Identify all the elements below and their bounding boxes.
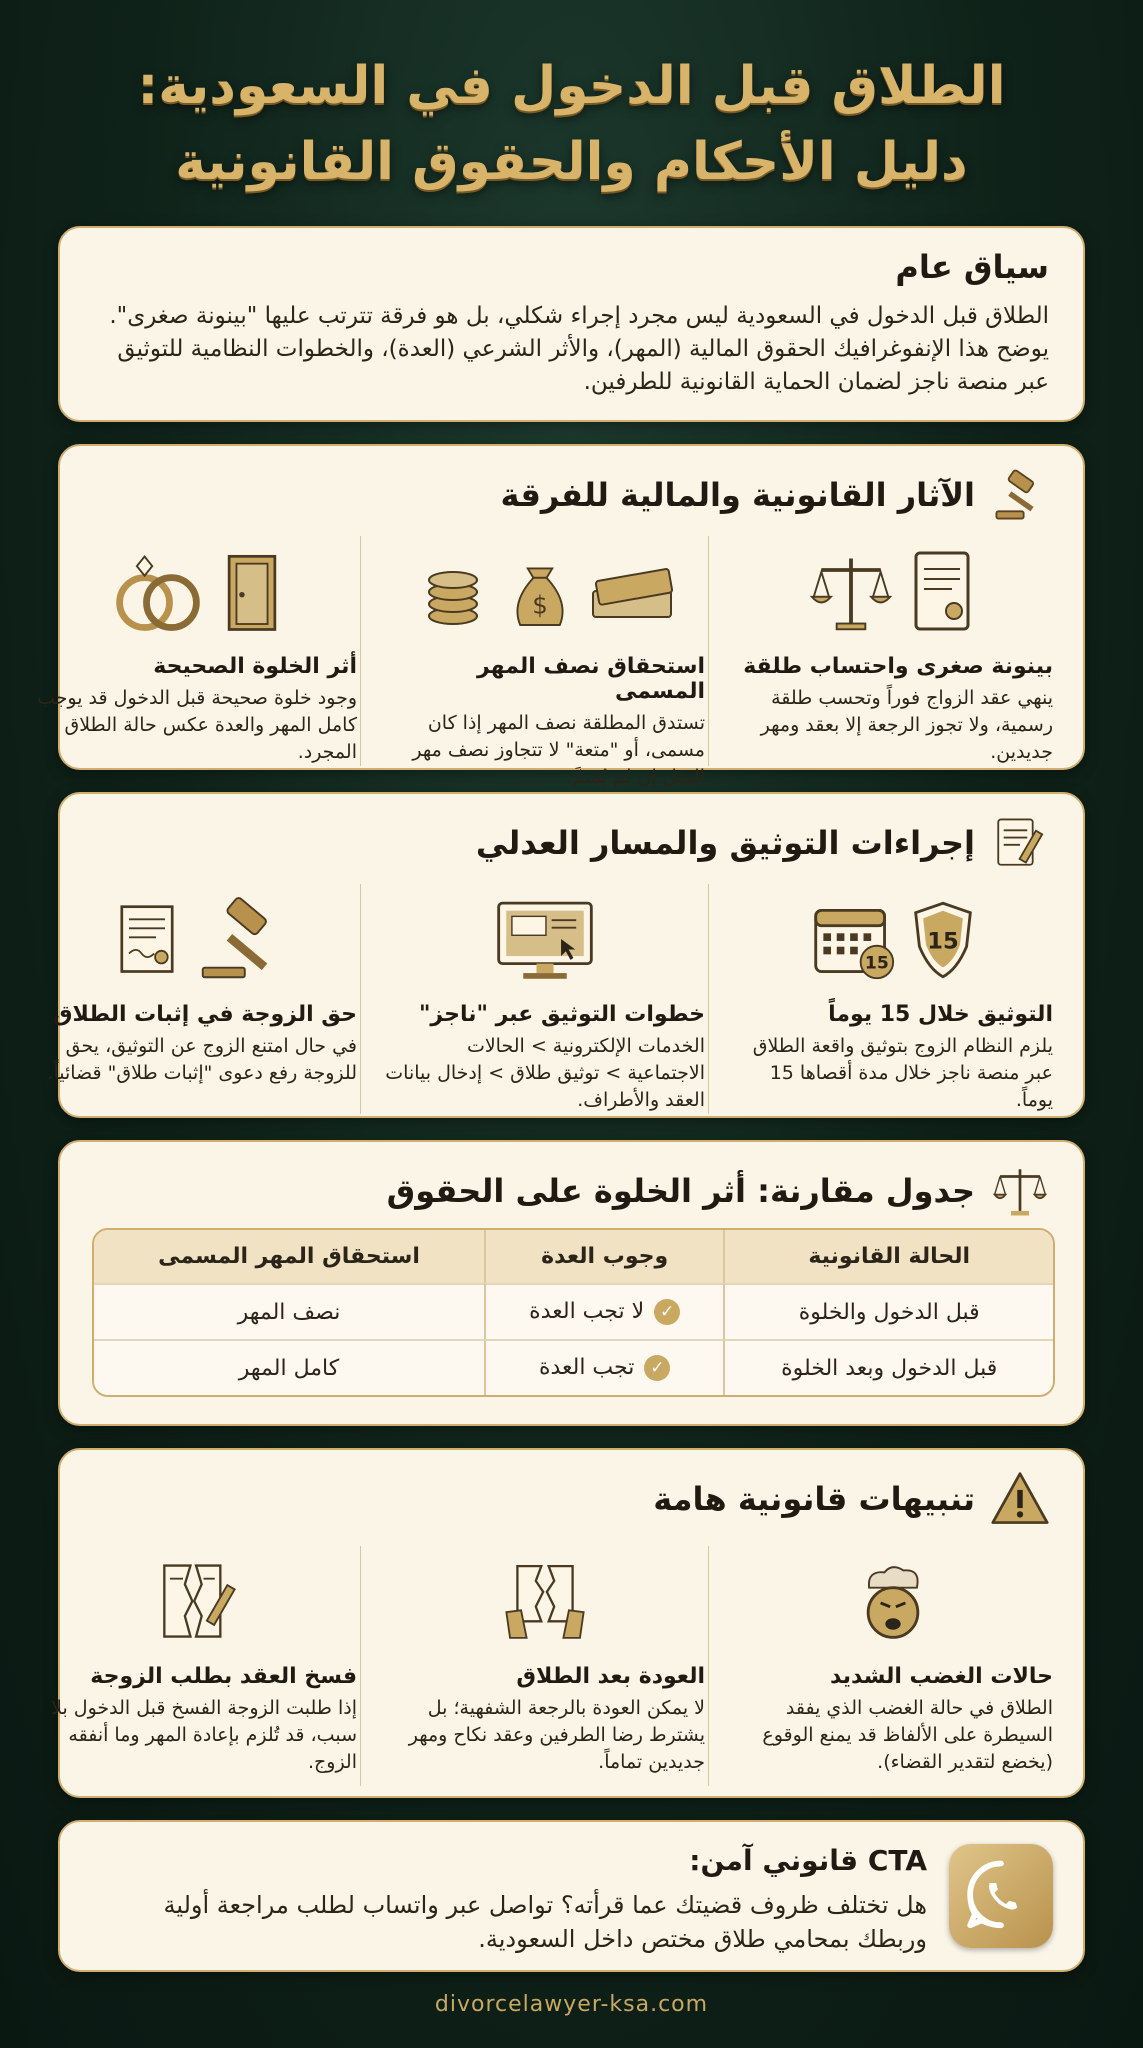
table-header-cell: وجوب العدة: [484, 1230, 723, 1283]
title-line-2: دليل الأحكام والحقوق القانونية: [175, 132, 968, 192]
rings-icon: [110, 544, 206, 640]
warning-item-2: [385, 1540, 705, 1780]
effects-heading: الآثار القانونية والمالية للفرقة: [501, 466, 1049, 524]
table-header-row: [94, 1230, 1053, 1283]
scales-icon: [991, 1162, 1049, 1220]
certificate-icon: [908, 544, 978, 640]
context-body: الطلاق قبل الدخول في السعودية ليس مجرد إجراء شكلي، بل هو فرقة تترتب عليها "بينونة صغرى". يوضح هذا الإنفوغرافيك الحقوق المالية (المهر)، والأثر الشرعي (العدة)، والخطوات النظامية للتوثيق عبر منصة ناجز لضمان الحماية القانونية للطرفين.: [109, 303, 1049, 395]
effect-title-1: بينونة صغرى واحتساب طلقة: [743, 654, 1053, 679]
comparison-heading: جدول مقارنة: أثر الخلوة على الحقوق: [387, 1162, 1049, 1220]
table-cell: قبل الدخول وبعد الخلوة: [723, 1339, 1053, 1395]
effects-card: [37, 444, 1085, 788]
warning-text-3: إذا طلبت الزوجة الفسخ قبل الدخول بلا سبب، قد تُلزم بإعادة المهر وما أنفقه الزوج.: [51, 1697, 357, 1773]
effect-text-1: ينهي عقد الزواج فوراً وتحسب طلقة رسمية، ولا تجوز الرجعة إلا بعقد ومهر جديدين.: [760, 687, 1053, 763]
computer-monitor-icon: [493, 892, 597, 988]
money-bag-icon: [507, 544, 573, 640]
procedure-title-1: التوثيق خلال 15 يوماً: [828, 1002, 1053, 1027]
table-header-cell: استحقاق المهر المسمى: [94, 1230, 484, 1283]
check-icon: ✓: [644, 1355, 670, 1381]
effect-title-2: استحقاق نصف المهر المسمى: [477, 654, 705, 704]
warnings-card: [51, 1448, 1085, 1798]
procedure-title-3: حق الزوجة في إثبات الطلاق: [52, 1002, 357, 1027]
comparison-card: [58, 1140, 1085, 1426]
warning-item-1: [733, 1540, 1053, 1780]
table-row: [94, 1339, 1053, 1395]
effect-item-3: [37, 530, 357, 770]
shield-icon: [910, 892, 976, 988]
svg-text:$: $: [532, 590, 548, 620]
document-pen-icon: [991, 814, 1049, 872]
check-icon: ✓: [654, 1299, 680, 1325]
cta-heading: CTA قانوني آمن:: [689, 1844, 927, 1877]
warning-text-1: الطلاق في حالة الغضب الذي يفقد السيطرة على الألفاظ قد يمنع الوقوع (يخضع لتقدير القضاء).: [762, 1697, 1053, 1773]
scales-icon: [808, 544, 894, 640]
warning-item-3: [37, 1540, 357, 1780]
warning-title-1: حالات الغضب الشديد: [830, 1664, 1053, 1689]
broken-contract-icon: [155, 1554, 239, 1650]
context-card: [58, 226, 1085, 422]
table-row: [94, 1283, 1053, 1339]
procedure-title-2: خطوات التوثيق عبر "ناجز": [418, 1002, 705, 1027]
whatsapp-icon: [949, 1844, 1053, 1948]
effect-text-2: تستدق المطلقة نصف المهر إذا كان مسمى، أو "متعة" لا تتجاوز نصف مهر المثل إن لم يُسمَّ.: [412, 712, 705, 788]
procedures-heading: إجراءات التوثيق والمسار العدلي: [476, 814, 1049, 872]
procedure-item-2: [385, 878, 705, 1118]
warnings-heading: تنبيهات قانونية هامة: [653, 1470, 1049, 1528]
effect-text-3: وجود خلوة صحيحة قبل الدخول قد يوجب كامل المهر والعدة عكس حالة الطلاق المجرد.: [37, 687, 357, 763]
context-heading: سياق عام: [895, 248, 1049, 286]
cta-body: هل تختلف ظروف قضيتك عما قرأته؟ تواصل عبر واتساب لطلب مراجعة أولية وربطك بمحامي طلاق مختص داخل السعودية.: [163, 1891, 927, 1953]
warning-title-2: العودة بعد الطلاق: [516, 1664, 705, 1689]
shield-number: 15: [927, 928, 959, 955]
scroll-icon: [111, 892, 183, 988]
effect-item-2: [385, 530, 705, 788]
torn-paper-icon: [499, 1554, 591, 1650]
gavel-icon: [197, 892, 283, 988]
cta-card: [58, 1820, 1085, 1972]
cash-stack-icon: [587, 544, 677, 640]
table-header-cell: الحالة القانونية: [723, 1230, 1053, 1283]
calendar-icon: [810, 892, 896, 988]
table-cell: قبل الدخول والخلوة: [723, 1283, 1053, 1339]
procedure-item-1: [733, 878, 1053, 1118]
warning-title-3: فسخ العقد بطلب الزوجة: [90, 1664, 357, 1689]
procedure-item-3: [37, 878, 357, 1118]
procedure-text-3: في حال امتنع الزوج عن التوثيق، يحق للزوجة رفع دعوى "إثبات طلاق" قضائياً.: [47, 1035, 357, 1084]
procedures-card: [47, 792, 1085, 1118]
coins-icon: [413, 544, 493, 640]
gavel-icon: [991, 466, 1049, 524]
table-cell: ✓تجب العدة: [484, 1339, 723, 1395]
calendar-number: 15: [864, 953, 889, 974]
procedure-text-2: الخدمات الإلكترونية > الحالات الاجتماعية > توثيق طلاق > إدخال بيانات العقد والأطراف.: [385, 1035, 705, 1111]
comparison-table: [92, 1228, 1055, 1397]
footer-website-link[interactable]: divorcelawyer-ksa.com: [434, 1992, 709, 2017]
table-cell: كامل المهر: [94, 1339, 484, 1395]
procedure-text-1: يلزم النظام الزوج بتوثيق واقعة الطلاق عبر منصة ناجز خلال مدة أقصاها 15 يوماً.: [752, 1035, 1053, 1111]
angry-head-icon: [850, 1554, 936, 1650]
table-cell: ✓لا تجب العدة: [484, 1283, 723, 1339]
door-icon: [220, 544, 284, 640]
title-line-1: الطلاق قبل الدخول في السعودية:: [137, 56, 1006, 116]
warning-text-2: لا يمكن العودة بالرجعة الشفهية؛ بل يشترط رضا الطرفين وعقد نكاح ومهر جديدين تماماً.: [408, 1697, 705, 1773]
page-title: [0, 48, 1143, 200]
warning-icon: [991, 1470, 1049, 1528]
effect-item-1: [733, 530, 1053, 770]
table-cell: نصف المهر: [94, 1283, 484, 1339]
effect-title-3: أثر الخلوة الصحيحة: [153, 654, 357, 679]
whatsapp-button[interactable]: [949, 1844, 1053, 1948]
